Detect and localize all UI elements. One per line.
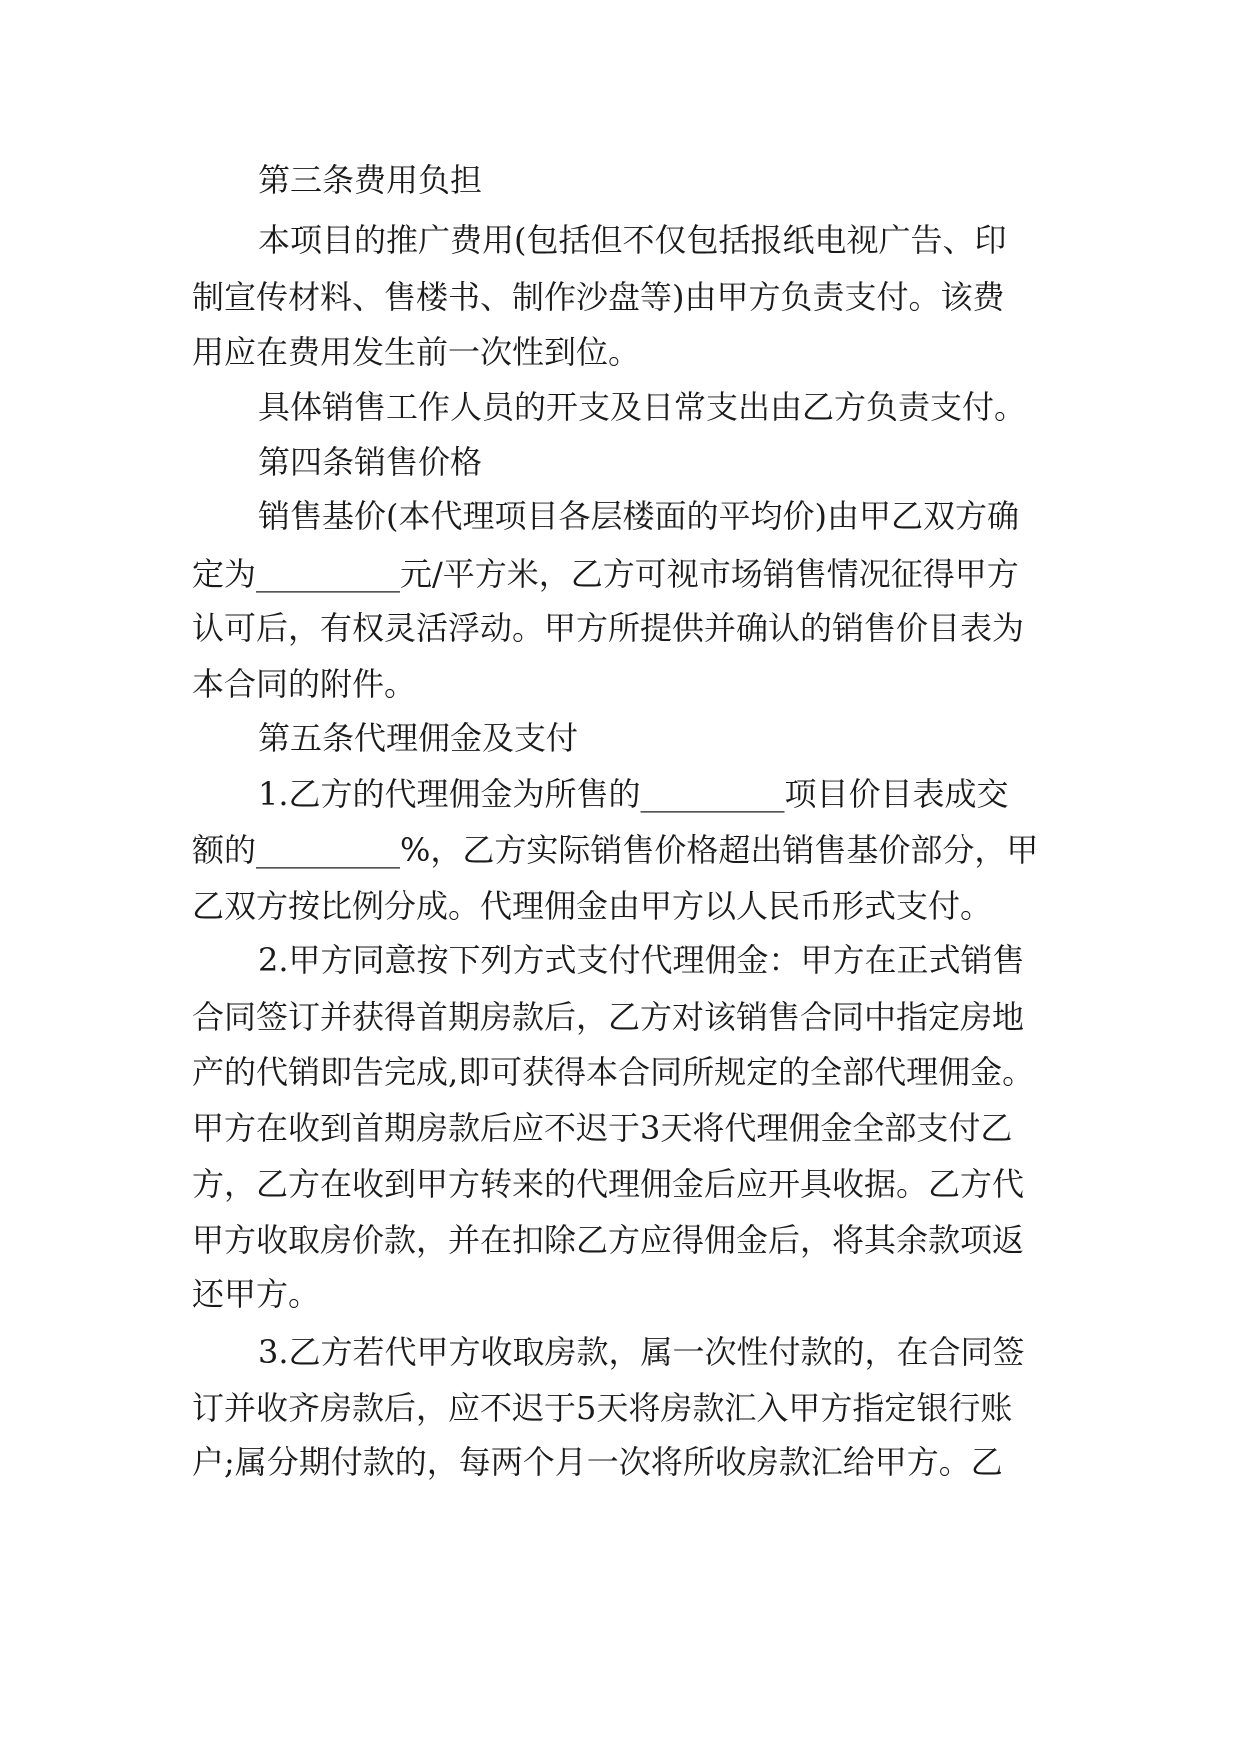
article-4-para1-line3: 认可后，有权灵活浮动。甲方所提供并确认的销售价目表为 bbox=[192, 609, 1025, 647]
article-5-item2-line5: 方，乙方在收到甲方转来的代理佣金后应开具收据。乙方代 bbox=[192, 1165, 1025, 1203]
article-5-item3-line3: 户;属分期付款的，每两个月一次将所收房款汇给甲方。乙 bbox=[192, 1443, 1003, 1481]
article-5-item2-line6: 甲方收取房价款，并在扣除乙方应得佣金后，将其余款项返 bbox=[192, 1221, 1025, 1259]
article-3-para1-line2: 制宣传材料、售楼书、制作沙盘等)由甲方负责支付。该费 bbox=[192, 278, 1005, 316]
article-5-item2-line4: 甲方在收到首期房款后应不迟于3天将代理佣金全部支付乙 bbox=[192, 1109, 1013, 1147]
article-4-para1-line1: 销售基价(本代理项目各层楼面的平均价)由甲乙双方确 bbox=[258, 497, 1019, 535]
article-3-para1-line3: 用应在费用发生前一次性到位。 bbox=[192, 333, 641, 371]
article-5-item3-line2: 订并收齐房款后，应不迟于5天将房款汇入甲方指定银行账 bbox=[192, 1389, 1013, 1427]
article-4-para1-line4: 本合同的附件。 bbox=[192, 665, 417, 703]
article-5-item2-line1: 2.甲方同意按下列方式支付代理佣金：甲方在正式销售 bbox=[258, 941, 1025, 979]
article-5-item1-line3: 乙双方按比例分成。代理佣金由甲方以人民币形式支付。 bbox=[192, 887, 993, 925]
article-5-item2-line7: 还甲方。 bbox=[192, 1275, 321, 1313]
article-3-para1-line1: 本项目的推广费用(包括但不仅包括报纸电视广告、印 bbox=[258, 221, 1007, 259]
article-3-heading: 第三条费用负担 bbox=[258, 161, 483, 199]
article-4-heading: 第四条销售价格 bbox=[258, 443, 483, 481]
article-5-heading: 第五条代理佣金及支付 bbox=[258, 719, 579, 757]
article-5-item1-line2: 额的_________%，乙方实际销售价格超出销售基价部分，甲 bbox=[192, 831, 1039, 869]
article-5-item3-line1: 3.乙方若代甲方收取房款，属一次性付款的，在合同签 bbox=[258, 1333, 1025, 1371]
article-3-para2-line1: 具体销售工作人员的开支及日常支出由乙方负责支付。 bbox=[258, 388, 1027, 426]
article-5-item2-line3: 产的代销即告完成,即可获得本合同所规定的全部代理佣金。 bbox=[192, 1053, 1035, 1091]
article-5-item1-line1: 1.乙方的代理佣金为所售的_________项目价目表成交 bbox=[258, 775, 1009, 813]
article-4-para1-line2: 定为_________元/平方米，乙方可视市场销售情况征得甲方 bbox=[192, 555, 1019, 593]
article-5-item2-line2: 合同签订并获得首期房款后，乙方对该销售合同中指定房地 bbox=[192, 998, 1025, 1036]
